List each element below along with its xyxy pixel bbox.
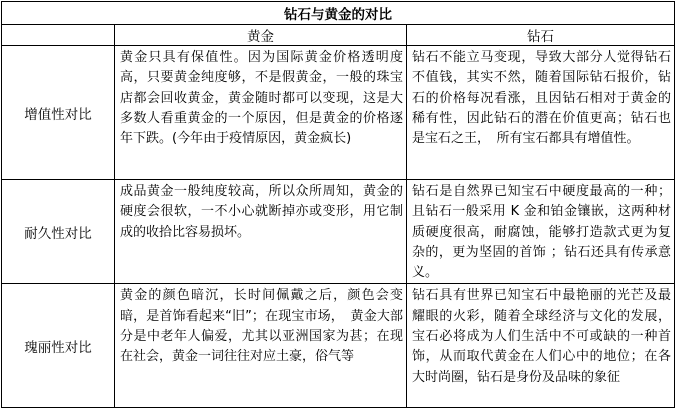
title-row — [2, 2, 675, 25]
diamond-appreciation-text: 钻石不能立马变现，导致大部分人觉得钻石不值钱，其实不然，随着国际钻石报价，钻石的价格每况看涨，且因钻石相对于黄金的稀有性，因此钻石的潜在价值更高；钻石也是宝石之王， 所有宝石都具有增值性。 — [407, 46, 675, 180]
row-label-beauty: 瑰丽性对比 — [2, 284, 115, 408]
table-row — [2, 284, 675, 408]
gold-appreciation-text: 黄金只具有保值性。因为国际黄金价格透明度高，只要黄金纯度够，不是假黄金，一般的珠宝店都会回收黄金，黄金随时都可以变现，这是大多数人看重黄金的一个原因，但是黄金的价格逐年下跌。(今年由于疫情原因，黄金疯长) — [115, 46, 407, 180]
gold-durability-text: 成品黄金一般纯度较高，所以众所周知，黄金的硬度会很软，一不小心就断掉亦或变形，用它制成的收拾比容易损坏。 — [115, 180, 407, 284]
comparison-table — [1, 1, 675, 408]
header-diamond: 钻石 — [407, 25, 675, 46]
diamond-beauty-text: 钻石具有世界已知宝石中最艳丽的光芒及最耀眼的火彩，随着全球经济与文化的发展，宝石必将成为人们生活中不可或缺的一种首饰，从而取代黄金在人们心中的地位；在各大时尚圈，钻石是身份及品味的象征 — [407, 284, 675, 408]
table-row — [2, 46, 675, 180]
header-gold: 黄金 — [115, 25, 407, 46]
header-row — [2, 25, 675, 46]
diamond-durability-text: 钻石是自然界已知宝石中硬度最高的一种；且钻石一般采用 K 金和铂金镶嵌，这两种材质硬度很高，耐腐蚀，能够打造款式更为复杂的，更为坚固的首饰 ；钻石还具有传承意义。 — [407, 180, 675, 284]
row-label-appreciation: 增值性对比 — [2, 46, 115, 180]
table-title: 钻石与黄金的对比 — [2, 2, 675, 25]
gold-beauty-text: 黄金的颜色暗沉，长时间佩戴之后，颜色会变暗，是首饰看起来“旧”；在现宝市场， 黄金大部分是中老年人偏爱，尤其以亚洲国家为甚；在现在社会，黄金一词往往对应土豪，俗气等 — [115, 284, 407, 408]
row-label-durability: 耐久性对比 — [2, 180, 115, 284]
header-empty-cell — [2, 25, 115, 46]
table-row — [2, 180, 675, 284]
